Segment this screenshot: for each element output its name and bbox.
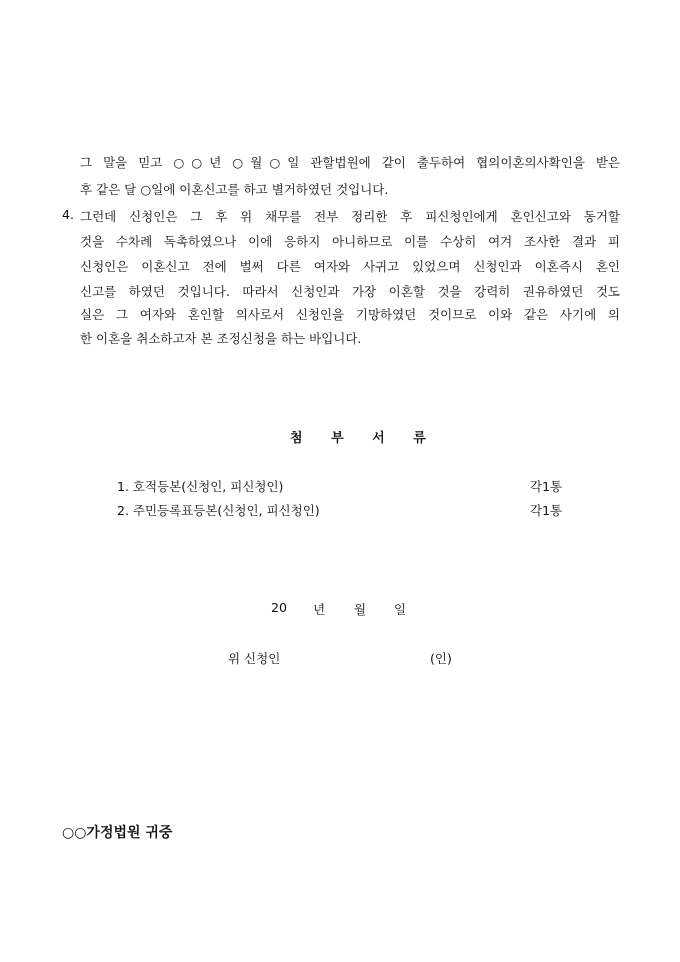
paragraph-4-number: 4. xyxy=(62,207,74,222)
attachment-item-2-count: 각1통 xyxy=(530,503,563,518)
paragraph-4-line-3: 신청인은 이혼신고 전에 벌써 다른 여자와 사귀고 있었으며 신청인과 이혼즉시 혼인 xyxy=(80,259,620,274)
paragraph-4-line-2: 것을 수차례 독촉하였으나 이에 응하지 아니하므로 이를 수상히 여겨 조사한 결과 피 xyxy=(80,234,620,249)
paragraph-3-line-2: 후 같은 달 ○일에 이혼신고를 하고 별거하였던 것입니다. xyxy=(80,182,389,197)
attachment-item-1-label: 1. 호적등본(신청인, 피신청인) xyxy=(117,479,284,494)
signature-seal: (인) xyxy=(430,651,452,666)
court-addressee: ○○가정법원 귀중 xyxy=(62,825,173,841)
date-year-unit: 년 xyxy=(313,602,326,617)
paragraph-4-line-6: 한 이혼을 취소하고자 본 조정신청을 하는 바입니다. xyxy=(80,331,362,346)
paragraph-4-line-4: 신고를 하였던 것입니다. 따라서 신청인과 가장 이혼할 것을 강력히 권유하였던 것도 xyxy=(80,284,620,299)
date-month-unit: 월 xyxy=(354,602,367,617)
attachment-item-2-label: 2. 주민등록표등본(신청인, 피신청인) xyxy=(117,503,320,518)
date-year: 20 xyxy=(271,600,287,615)
paragraph-4-line-1: 그런데 신청인은 그 후 위 채무를 전부 정리한 후 피신청인에게 혼인신고와 동거할 xyxy=(80,209,620,224)
signature-label: 위 신청인 xyxy=(228,651,281,666)
attachments-title: 첨 부 서 류 xyxy=(290,431,438,446)
paragraph-4-line-5: 실은 그 여자와 혼인할 의사로서 신청인을 기망하였던 것이므로 이와 같은 사기에 의 xyxy=(80,307,620,322)
date-day-unit: 일 xyxy=(394,602,407,617)
attachment-item-1-count: 각1통 xyxy=(530,479,563,494)
paragraph-3-line-1: 그 말을 믿고 ○○년 ○월○일 관할법원에 같이 출두하여 협의이혼의사확인을 받은 xyxy=(80,155,620,170)
